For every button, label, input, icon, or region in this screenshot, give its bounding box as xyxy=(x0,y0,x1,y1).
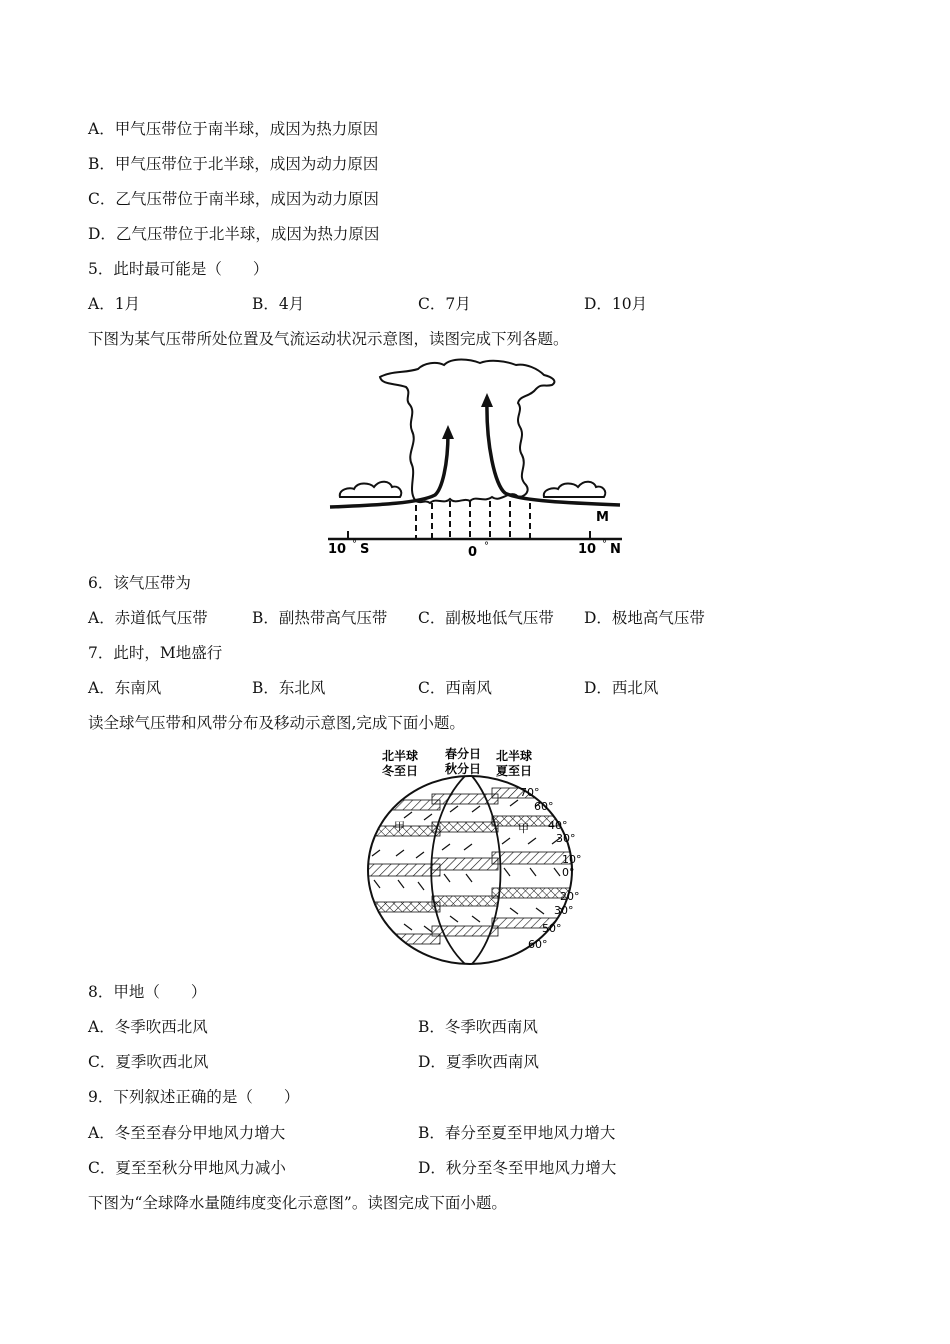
small-cloud-left xyxy=(340,482,402,497)
q5-option-a: A．1月 xyxy=(88,295,141,313)
q7-option-a: A．东南风 xyxy=(88,679,162,697)
q7-option-d: D．西北风 xyxy=(584,679,659,697)
q4-option-d: D．乙气压带位于北半球，成因为热力原因 xyxy=(88,225,380,243)
q4-option-b: B．甲气压带位于北半球，成因为动力原因 xyxy=(88,155,379,173)
header-mid-2: 秋分日 xyxy=(445,762,482,776)
q5-stem: 5．此时最可能是（ ） xyxy=(88,260,269,278)
q5-option-d: D．10月 xyxy=(584,295,648,313)
svg-text:50°: 50° xyxy=(542,922,562,935)
rising-air-dashes xyxy=(416,501,530,539)
header-right-2: 夏至日 xyxy=(496,764,533,778)
q5-option-b: B．4月 xyxy=(252,295,305,313)
cumulonimbus-cloud xyxy=(380,360,554,504)
intro-figure-3: 下图为“全球降水量随纬度变化示意图”。读图完成下面小题。 xyxy=(88,1194,507,1212)
q9-option-d: D．秋分至冬至甲地风力增大 xyxy=(418,1159,617,1177)
small-cloud-right xyxy=(544,482,606,497)
svg-text:30°: 30° xyxy=(554,904,574,917)
q6-option-a: A．赤道低气压带 xyxy=(88,609,208,627)
deg-mark: ° xyxy=(352,539,357,550)
pressure-belt-figure xyxy=(320,355,630,565)
q7-option-b: B．东北风 xyxy=(252,679,326,697)
intro-figure-1: 下图为某气压带所处位置及气流运动状况示意图，读图完成下列各题。 xyxy=(88,330,569,348)
q6-option-b: B．副热带高气压带 xyxy=(252,609,388,627)
svg-text:60°: 60° xyxy=(528,938,548,951)
q8-option-d: D．夏季吹西南风 xyxy=(418,1053,539,1071)
jia-right: 甲 xyxy=(518,822,529,835)
q7-option-c: C．西南风 xyxy=(418,679,492,697)
svg-text:60°: 60° xyxy=(534,800,554,813)
q4-option-c: C．乙气压带位于南半球，成因为动力原因 xyxy=(88,190,379,208)
q9-option-b: B．春分至夏至甲地风力增大 xyxy=(418,1124,616,1142)
q9-option-a: A．冬至至春分甲地风力增大 xyxy=(88,1124,286,1142)
q8-option-b: B．冬季吹西南风 xyxy=(418,1018,538,1036)
label-10n-number: 10 xyxy=(578,542,597,557)
label-10s-number: 10 xyxy=(328,542,347,557)
q8-option-a: A．冬季吹西北风 xyxy=(88,1018,208,1036)
deg-mark-0: ° xyxy=(484,541,489,552)
q6-option-c: C．副极地低气压带 xyxy=(418,609,554,627)
header-right-1: 北半球 xyxy=(496,749,533,763)
q6-option-d: D．极地高气压带 xyxy=(584,609,705,627)
q6-stem: 6．该气压带为 xyxy=(88,574,191,592)
q5-option-c: C．7月 xyxy=(418,295,471,313)
svg-text:70°: 70° xyxy=(520,786,540,799)
wind-belt-globe-figure xyxy=(360,742,600,967)
q8-stem: 8．甲地（ ） xyxy=(88,983,207,1001)
q9-option-c: C．夏至至秋分甲地风力减小 xyxy=(88,1159,286,1177)
label-m: M xyxy=(596,510,609,525)
jia-left: 甲 xyxy=(394,820,405,833)
label-n: N xyxy=(610,542,621,557)
svg-text:30°: 30° xyxy=(556,832,576,845)
q7-stem: 7．此时，M地盛行 xyxy=(88,644,223,662)
deg-mark-n: ° xyxy=(602,539,607,550)
svg-text:40°: 40° xyxy=(548,819,568,832)
svg-text:10°: 10° xyxy=(562,853,582,866)
header-left-2: 冬至日 xyxy=(382,764,419,778)
label-s: S xyxy=(360,542,370,557)
svg-text:0°: 0° xyxy=(562,866,575,879)
q4-option-a: A．甲气压带位于南半球，成因为热力原因 xyxy=(88,120,379,138)
q8-option-c: C．夏季吹西北风 xyxy=(88,1053,209,1071)
label-0: 0 xyxy=(468,545,478,560)
header-mid-1: 春分日 xyxy=(445,747,482,761)
svg-text:20°: 20° xyxy=(560,890,580,903)
q9-stem: 9．下列叙述正确的是（ ） xyxy=(88,1088,300,1106)
header-left-1: 北半球 xyxy=(382,749,419,763)
intro-figure-2: 读全球气压带和风带分布及移动示意图,完成下面小题。 xyxy=(88,714,465,732)
